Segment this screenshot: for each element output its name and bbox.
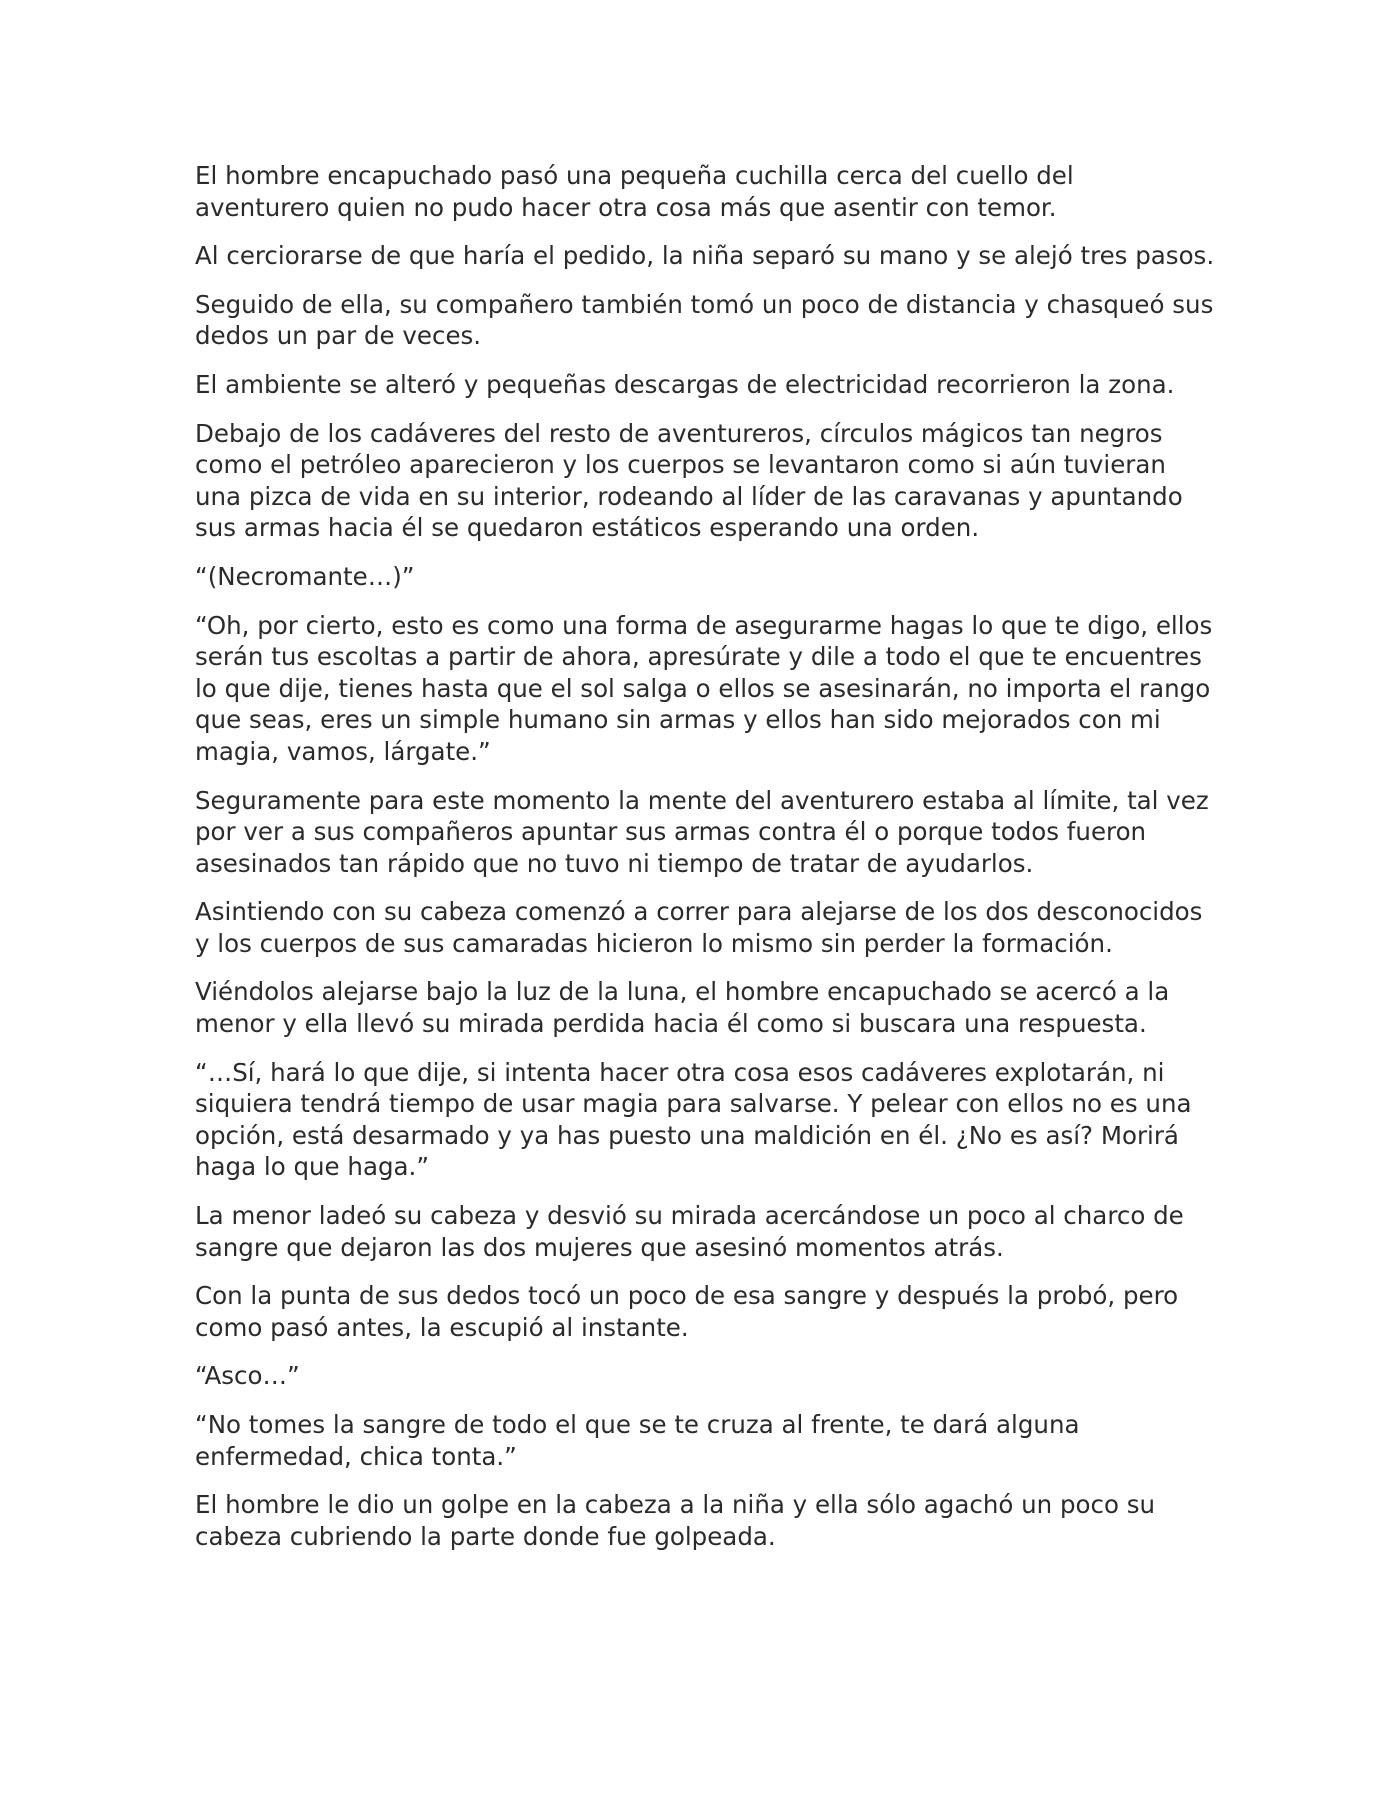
- document-page: [195, 160, 1215, 1569]
- paragraph: Seguramente para este momento la mente del aventurero estaba al límite, tal vez por ver a sus compañeros apuntar sus armas contra él o porque todos fueron asesinados tan rápido que no tuvo ni tiempo de tratar de ayudarlos.: [195, 785, 1209, 878]
- paragraph: El ambiente se alteró y pequeñas descargas de electricidad recorrieron la zona.: [195, 369, 1175, 399]
- paragraph: Con la punta de sus dedos tocó un poco de esa sangre y después la probó, pero como pasó antes, la escupió al instante.: [195, 1281, 1179, 1342]
- paragraph: “Asco…”: [195, 1361, 300, 1391]
- paragraph: Seguido de ella, su compañero también tomó un poco de distancia y chasqueó sus dedos un par de veces.: [195, 289, 1214, 351]
- paragraph: “No tomes la sangre de todo el que se te cruza al frente, te dará alguna enfermedad, chica tonta.”: [195, 1410, 1080, 1471]
- paragraph: “Oh, por cierto, esto es como una forma de asegurarme hagas lo que te digo, ellos serán tus escoltas a partir de ahora, apresúrate y dile a todo el que te encuentres lo que dije, tienes hasta que el sol salga o ellos se asesinarán, no importa el rango que seas, eres un simple humano sin armas y ellos han sido mejorados con mi magia, vamos, lárgate.”: [195, 610, 1213, 766]
- paragraph: Viéndolos alejarse bajo la luz de la luna, el hombre encapuchado se acercó a la menor y ella llevó su mirada perdida hacia él como si buscara una respuesta.: [195, 977, 1170, 1039]
- paragraph: Al cerciorarse de que haría el pedido, la niña separó su mano y se alejó tres pasos.: [195, 241, 1215, 271]
- paragraph: Debajo de los cadáveres del resto de aventureros, círculos mágicos tan negros como el petróleo aparecieron y los cuerpos se levantaron como si aún tuvieran una pizca de vida en su interior, rodeando al líder de las caravanas y apuntando sus armas hacia él se quedaron estáticos esperando una orden.: [195, 418, 1183, 543]
- paragraph: El hombre encapuchado pasó una pequeña cuchilla cerca del cuello del aventurero quien no pudo hacer otra cosa más que asentir con temor.: [195, 161, 1074, 222]
- paragraph: La menor ladeó su cabeza y desvió su mirada acercándose un poco al charco de sangre que dejaron las dos mujeres que asesinó momentos atrás.: [195, 1201, 1184, 1262]
- paragraph: “(Necromante…)”: [195, 561, 415, 591]
- paragraph: El hombre le dio un golpe en la cabeza a la niña y ella sólo agachó un poco su cabeza cubriendo la parte donde fue golpeada.: [195, 1490, 1156, 1551]
- paragraph: Asintiendo con su cabeza comenzó a correr para alejarse de los dos desconocidos y los cuerpos de sus camaradas hicieron lo mismo sin perder la formación.: [195, 897, 1203, 958]
- paragraph: “…Sí, hará lo que dije, si intenta hacer otra cosa esos cadáveres explotarán, ni siquiera tendrá tiempo de usar magia para salvarse. Y pelear con ellos no es una opción, está desarmado y ya has puesto una maldición en él. ¿No es así? Morirá haga lo que haga.”: [195, 1057, 1192, 1182]
